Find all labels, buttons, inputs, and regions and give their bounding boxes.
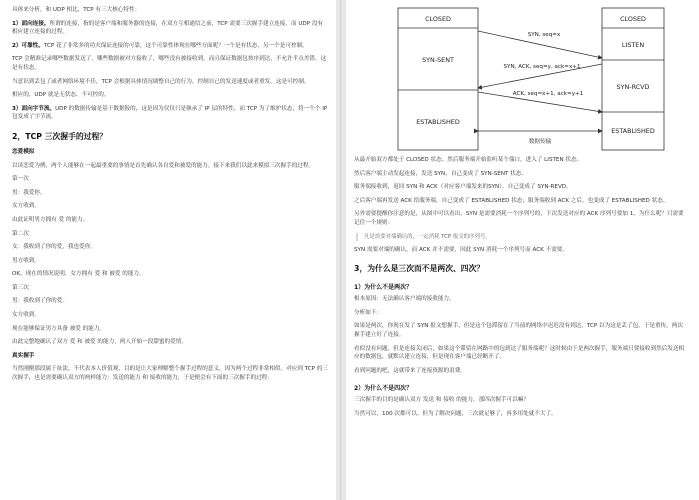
server-state-established: ESTABLISHED bbox=[611, 127, 655, 135]
feature-1-text: 所谓的连接，指的是客户端和服务器的连接，在双方互相通信之前，TCP 需要三次握手建立连接，而 UDP 没有相应建立连接的过程。 bbox=[12, 20, 324, 36]
round-2-line-1: 女：我收到了你的爱，我也爱你。 bbox=[12, 244, 96, 251]
round-1-line-3: 由此证明男方拥有 爱 的能力。 bbox=[12, 216, 89, 223]
server-state-syn-rcvd: SYN-RCVD bbox=[616, 83, 650, 91]
rule-quote: 凡是需要对端确认的，一定消耗 TCP 报文的序列号。 bbox=[356, 233, 687, 241]
handshake-diagram bbox=[354, 0, 687, 156]
arrow-ack-label: ACK, seq=x+1, ack=y+1 bbox=[512, 91, 584, 97]
page-divider bbox=[336, 0, 346, 500]
step-5: 另外需要提醒你注意的是，从图中可以看出，SYN 是需要消耗一个序列号的，下次发送对应的 ACK 序列号要加 1，为什么呢？只需要记住一个规则： bbox=[354, 211, 684, 226]
feature-3 bbox=[12, 105, 328, 122]
step-3: 服务端接收到，返回 SYN 和 ACK（对应客户端发来的SYN），自己变成了 SYN-REVD。 bbox=[354, 184, 572, 191]
q2-heading: 2）为什么不是四次？ bbox=[354, 385, 413, 393]
right-page bbox=[346, 0, 699, 500]
step-1: 从最开始双方都处于 CLOSED 状态。然后服务端开始监听某个端口，进入了 LISTEN 状态。 bbox=[354, 157, 583, 163]
arrow-syn-ack-label: SYN, ACK, seq=y, ack=x+1 bbox=[503, 64, 581, 70]
real-handshake-text: 当然刚刚那段属于扯淡，不代表本人价值观，目的是让大家理解整个握手过程的意义，因为两个过程非常相似。对应到 TCP 的三次握手，也是需要确认双方的两样能力：发送的能力 和 接收的能力，于是便会有下面的三次握手的过程： bbox=[12, 366, 328, 382]
client-state-syn-sent: SYN-SENT bbox=[422, 56, 454, 64]
step-4: 之后客户端再发送 ACK 给服务端，自己变成了 ESTABLISHED 状态；服务端收到 ACK 之后，也变成了 ESTABLISHED 状态。 bbox=[354, 197, 669, 204]
feature-3-title: 3）面向字节流。 bbox=[12, 105, 56, 112]
q1-answer-root: 根本原因：无法确认客户端的接收能力。 bbox=[354, 296, 455, 303]
feature-1-title: 1）面向连接。 bbox=[12, 20, 50, 27]
three-way-heading: 3，为什么是三次而不是两次、四次？ bbox=[354, 264, 485, 274]
round-1-label: 第一次 bbox=[12, 176, 29, 183]
q1-heading: 1）为什么不是两次？ bbox=[354, 284, 413, 292]
arrow-syn-label: SYN, seq=x bbox=[527, 32, 561, 38]
state-paragraph: TCP 会精准记录哪些数据发送了，哪些数据被对方接收了，哪些没有被接收到，而且保证数据包按序到达，不允许半点差错。这是有状态。 bbox=[12, 56, 327, 71]
round-3-line-3: 现在能够保证男方具备 被爱 的能力。 bbox=[12, 325, 106, 332]
client-state-established: ESTABLISHED bbox=[416, 118, 460, 126]
round-3-line-2: 女方收到。 bbox=[12, 312, 40, 319]
round-2-line-2: 男方收到。 bbox=[12, 257, 40, 264]
q1-answer-scenario: 如果是两次，你现在发了 SYN 报文想握手，但是这个包滞留在了当前的网络中迟迟没有到达，TCP 以为这是丢了包，于是重传，两次握手建立好了连接。 bbox=[354, 323, 683, 338]
question-label: 恋爱模拟 bbox=[12, 148, 35, 155]
story-intro: 以谈恋爱为例，两个人能够在一起最重要的事情是首先确认各自爱和被爱的能力。接下来我们以此来模拟三次握手的过程。 bbox=[12, 162, 315, 169]
handshake-heading: 2，TCP 三次握手的过程？ bbox=[12, 131, 108, 141]
client-state-closed: CLOSED bbox=[425, 15, 451, 23]
round-1-line-1: 男：我爱你。 bbox=[12, 189, 46, 196]
q1-answer-problem: 看似没有问题，但是连接关闭后，如果这个滞留在网路中的包到达了服务端呢？这时候由于是两次握手，服务端只要接收到然后发送相应的数据包，就默认建立连接，但是现在客户端已经断开了。 bbox=[354, 345, 685, 361]
round-2-line-3: OK，现在的情况说明，女方拥有 爱 和 被爱 的能力。 bbox=[12, 271, 145, 278]
udp-paragraph: 相应的，UDP 就是无状态、不可控的。 bbox=[12, 92, 110, 99]
intro-paragraph: 具体来分析，和 UDP 相比，TCP 有三大核心特性： bbox=[12, 7, 141, 13]
round-1-line-2: 女方收到。 bbox=[12, 203, 40, 210]
client-timeline bbox=[398, 8, 478, 150]
round-3-line-1: 男：我收到了你的爱。 bbox=[12, 298, 68, 305]
q1-answer-conclusion: 看到问题的吧，这就带来了连接资源的浪费。 bbox=[354, 367, 466, 374]
syn-note: SYN 需要对端的确认，而 ACK 并不需要，因此 SYN 消耗一个序列号而 ACK 不需要。 bbox=[354, 246, 568, 253]
real-handshake-heading: 真实握手 bbox=[12, 352, 35, 359]
round-3-line-4: 由此完整地确认了双方 爱 和 被爱 的能力，两人开始一段甜蜜的爱情。 bbox=[12, 339, 187, 346]
feature-2-title: 2）可靠性。 bbox=[12, 42, 44, 49]
q2-answer-2: 当然可以，100 次都可以。但为了解决问题，三次就足够了，再多用处就不大了。 bbox=[354, 410, 557, 417]
feature-3-text: UDP 的数据传输是基于数据报的，这是因为仅仅只是继承了 IP 层的特性，而 TCP 为了维护状态，将一个个 IP 包变成了字节流。 bbox=[12, 105, 328, 121]
server-state-listen: LISTEN bbox=[621, 41, 645, 49]
left-page bbox=[0, 0, 336, 500]
data-transfer-label: 数据传输 bbox=[528, 139, 552, 145]
feature-2-text: TCP 花了非常多的功夫保证连接的可靠，这个可靠性体现在哪些方面呢？一个是有状态，另一个是可控制。 bbox=[43, 42, 308, 49]
server-state-closed: CLOSED bbox=[620, 15, 646, 23]
q2-answer-1: 三次握手的目的是确认双方 发送 和 接收 的能力，那四次握手可以嘛？ bbox=[354, 397, 529, 404]
round-2-label: 第二次 bbox=[12, 230, 29, 237]
feature-2 bbox=[12, 42, 328, 51]
step-2: 然后客户端主动发起连接，发送 SYN，自己变成了 SYN-SENT 状态。 bbox=[354, 170, 527, 177]
q1-analysis-label: 分析如下： bbox=[354, 309, 382, 316]
feature-1 bbox=[12, 20, 328, 37]
round-3-label: 第三次 bbox=[12, 284, 29, 291]
control-paragraph: 当意识到丢包了或者网络环境不佳，TCP 会根据具体情况调整自己的行为，控制自己的发送速度或者重发。这是可控制。 bbox=[12, 78, 310, 85]
